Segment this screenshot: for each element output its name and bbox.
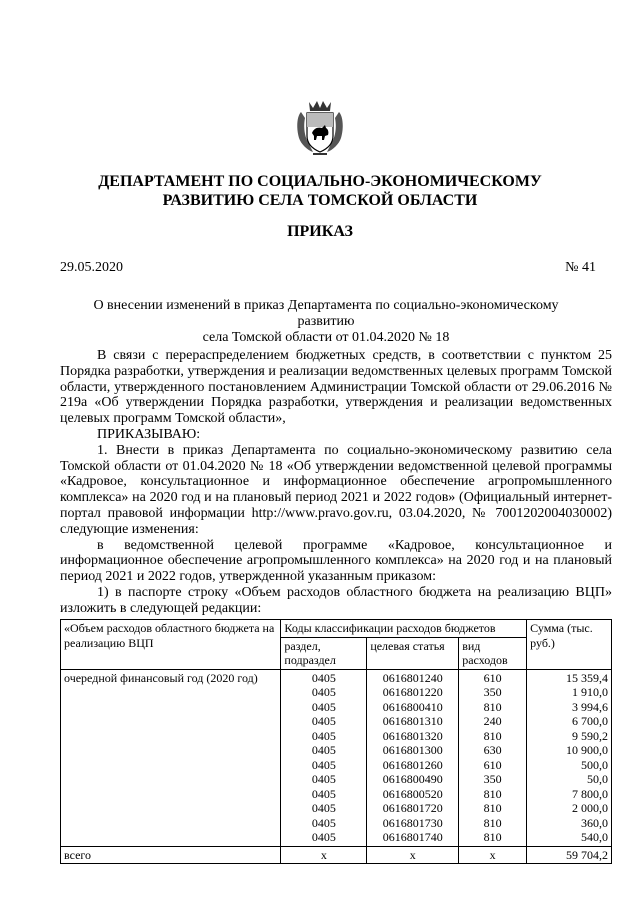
target-value: 0616801730 [382,815,443,830]
type-value: 350 [483,772,502,786]
sum-value: 540,0 [581,830,608,844]
sum-column [527,669,612,846]
row-label-cell: очередной финансовый год (2020 год) [61,669,281,846]
section-column [281,669,367,846]
department-title [60,172,580,210]
target-value: 0616800490 [382,772,443,786]
section-value: 0405 [311,670,336,685]
section-value: 0405 [311,801,336,815]
target-value: 0616801310 [382,714,443,728]
sum-value: 3 994,6 [572,699,608,714]
type-value: 240 [483,714,502,728]
section-value: 0405 [311,757,336,772]
total-sum-cell: 59 704,2 [527,846,612,864]
total-label-cell: всего [61,846,281,864]
paragraph-subitem-1: 1) в паспорте строку «Объем расходов областного бюджета на реализацию ВЦП» изложить в следующей редакции: [60,584,612,616]
type-value: 810 [483,801,502,815]
target-value: 0616801720 [382,801,443,815]
section-value: 0405 [311,772,336,786]
target-value: 0616801740 [382,830,443,844]
total-target-cell: х [367,846,459,864]
target-value: 0616801320 [382,728,443,743]
type-value: 810 [483,830,502,844]
department-title-line1: ДЕПАРТАМЕНТ ПО СОЦИАЛЬНО-ЭКОНОМИЧЕСКОМУ [98,173,542,190]
section-value: 0405 [311,786,336,801]
sum-value: 360,0 [581,815,608,830]
type-value: 610 [483,757,502,772]
type-value: 350 [483,685,502,699]
paragraph-order-word: ПРИКАЗЫВАЮ: [97,426,201,442]
order-number: № 41 [565,260,596,275]
department-title-line2: РАЗВИТИЮ СЕЛА ТОМСКОЙ ОБЛАСТИ [162,192,478,209]
target-value: 0616801240 [382,670,443,685]
type-value: 630 [483,743,502,757]
section-value: 0405 [311,728,336,743]
section-value: 0405 [311,830,336,844]
paragraph-program: в ведомственной целевой программе «Кадровое, консультационное и информационное обеспечение агропромышленного комплекса» на 2020 год и на плановый период 2021 и 2022 годов, утвержденной указанным приказом: [60,537,612,585]
table-header-row [61,620,612,638]
target-value: 0616800520 [382,786,443,801]
section-value: 0405 [311,699,336,714]
order-body [60,348,612,617]
type-value: 810 [483,699,502,714]
table-row [61,669,612,846]
tomsk-coat-of-arms-icon [295,98,345,156]
type-value: 810 [483,786,502,801]
type-value: 810 [483,815,502,830]
order-date: 29.05.2020 [60,260,123,275]
target-value: 0616801260 [382,757,443,772]
target-column [367,669,459,846]
sum-value: 50,0 [587,772,608,786]
header-section-cell: раздел, подраздел [281,637,367,669]
order-subject-line1: О внесении изменений в приказ Департамента по социально-экономическому развитию [93,298,559,329]
type-value: 610 [483,670,502,685]
order-subject-line2: села Томской области от 01.04.2020 № 18 [202,330,450,345]
sum-value: 15 359,4 [566,670,608,685]
sum-value: 9 590,2 [572,728,608,743]
sum-value: 7 800,0 [572,786,608,801]
total-section-cell: х [281,846,367,864]
sum-value: 1 910,0 [572,685,608,699]
order-heading: ПРИКАЗ [287,223,353,240]
total-type-cell: х [459,846,527,864]
sum-value: 2 000,0 [572,801,608,815]
header-target-cell: целевая статья [367,637,459,669]
paragraph-item-1: 1. Внести в приказ Департамента по социально-экономическому развитию села Томской области от 01.04.2020 № 18 «Об утверждении ведомственной целевой программы «Кадровое, консультационное и информационное обеспечение агропромышленного комплекса» на 2020 год и на плановый период 2021 и 2022 годов» (Официальный интернет-портал правовой информации http://www.pravo.gov.ru, 03.04.2020, № 7001202004030002) следующие изменения: [60,442,612,537]
sum-value: 6 700,0 [572,714,608,728]
type-column [459,669,527,846]
sum-value: 10 900,0 [566,743,608,757]
target-value: 0616801220 [382,685,443,699]
section-value: 0405 [311,685,336,699]
target-value: 0616800410 [382,699,443,714]
section-value: 0405 [311,815,336,830]
header-sum-cell: Сумма (тыс. руб.) [527,620,612,670]
header-name-cell: «Объем расходов областного бюджета на реализацию ВЦП [61,620,281,670]
type-value: 810 [483,728,502,743]
header-codes-cell: Коды классификации расходов бюджетов [281,620,527,638]
order-subject [64,298,588,346]
section-value: 0405 [311,714,336,728]
expenses-table [60,619,612,864]
target-value: 0616801300 [382,743,443,757]
header-type-cell: вид расходов [459,637,527,669]
section-value: 0405 [311,743,336,757]
table-total-row [61,846,612,864]
paragraph-preamble: В связи с перераспределением бюджетных средств, в соответствии с пунктом 25 Порядка разработки, утверждения и реализации ведомственных целевых программ Томской области, утвержденного постановлением Администрации Томской области от 29.06.2016 № 219а «Об утверждении Порядка разработки, утверждения и реализации ведомственных целевых программ Томской области», [60,348,612,427]
sum-value: 500,0 [581,757,608,772]
